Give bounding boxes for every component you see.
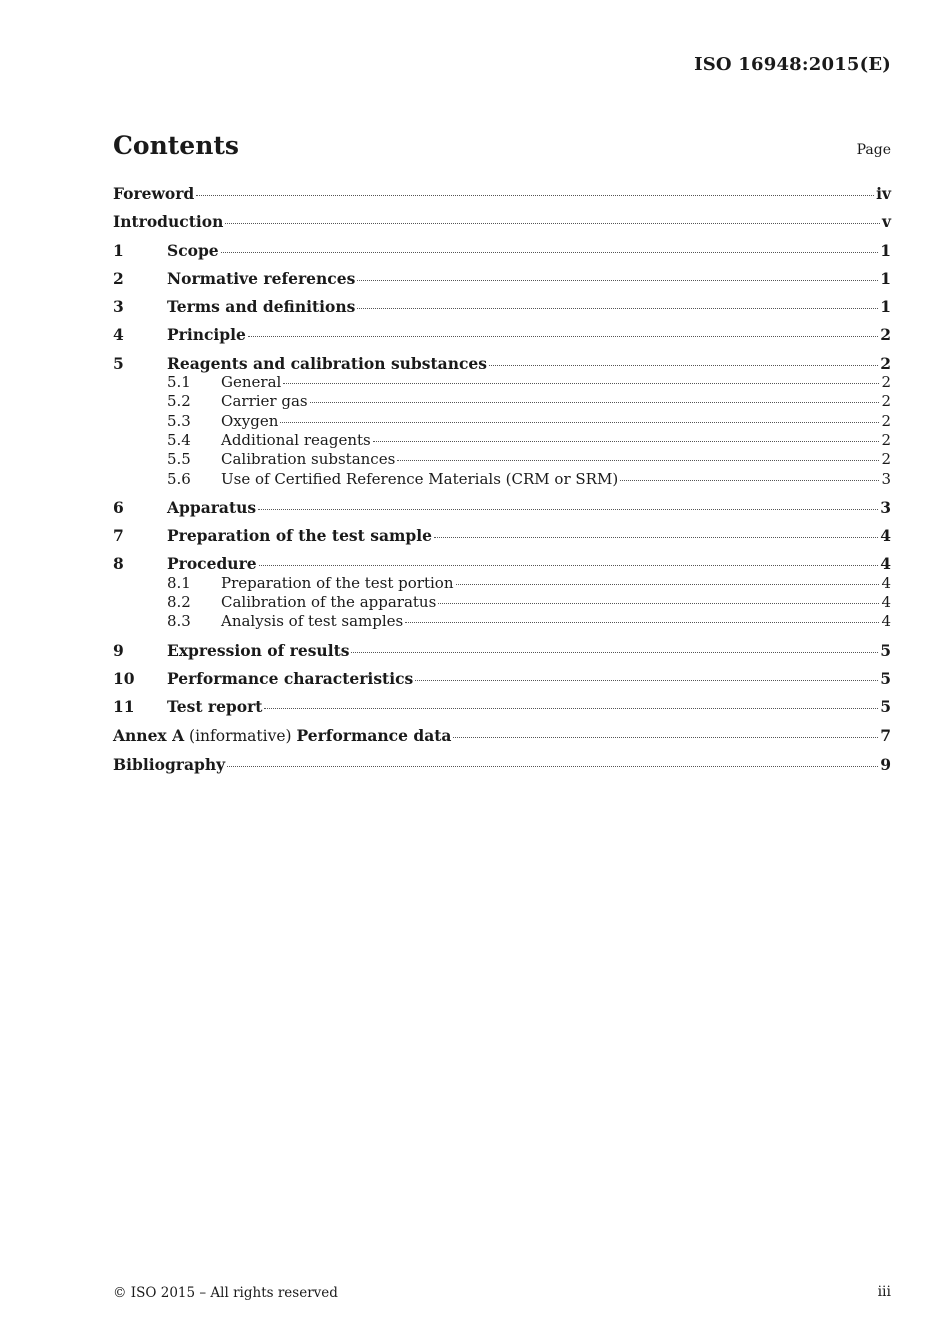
dot-leader	[280, 421, 879, 423]
toc-entry-number: 5.2	[167, 392, 191, 411]
toc-entry-page: 4	[881, 612, 891, 631]
toc-entry-number: 9	[113, 640, 124, 660]
toc-entry-number: 5.3	[167, 411, 191, 430]
toc-entry[interactable]	[113, 593, 891, 612]
toc-entry-page: 3	[881, 469, 891, 488]
toc-entry-number: 5	[113, 353, 124, 373]
dot-leader	[373, 440, 880, 442]
toc-entry[interactable]	[113, 697, 891, 716]
dot-leader	[259, 564, 879, 566]
toc-entry-page: 2	[880, 325, 891, 345]
toc-entry-title: Annex A (informative) Performance data	[113, 725, 452, 745]
toc-entry[interactable]	[113, 526, 891, 545]
toc-entry[interactable]	[113, 612, 891, 631]
toc-entry-title: Calibration of the apparatus	[221, 593, 437, 612]
toc-entry-page: 5	[880, 697, 891, 717]
toc-entry-title: Additional reagents	[221, 430, 371, 449]
table-of-contents	[113, 184, 891, 774]
toc-entry-page: 2	[881, 430, 891, 449]
toc-entry-title: Reagents and calibration substances	[167, 353, 487, 373]
toc-entry-page: 2	[881, 411, 891, 430]
toc-entry[interactable]	[113, 431, 891, 450]
dot-leader	[357, 307, 878, 309]
page-column-label: Page	[856, 142, 891, 158]
dot-leader	[351, 651, 878, 653]
toc-entry[interactable]	[113, 641, 891, 660]
toc-entry-title: Calibration substances	[221, 450, 396, 469]
toc-entry-page: 2	[881, 373, 891, 392]
toc-entry-page: 1	[880, 297, 891, 317]
toc-entry[interactable]	[113, 450, 891, 469]
toc-entry-title: Expression of results	[167, 640, 350, 660]
toc-entry-page: 9	[880, 754, 891, 774]
toc-entry-title: Principle	[167, 325, 246, 345]
document-id: ISO 16948:2015(E)	[694, 54, 891, 75]
toc-entry-page: 5	[880, 668, 891, 688]
toc-entry-number: 10	[113, 668, 135, 688]
toc-entry-page: 4	[880, 526, 891, 546]
toc-entry[interactable]	[113, 184, 891, 203]
toc-entry[interactable]	[113, 392, 891, 411]
toc-entry-page: v	[881, 212, 891, 232]
toc-entry-title: Terms and definitions	[167, 297, 356, 317]
dot-leader	[225, 222, 880, 224]
contents-heading: Contents	[113, 131, 240, 160]
toc-entry-page: 1	[880, 240, 891, 260]
toc-entry[interactable]	[113, 325, 891, 344]
dot-leader	[397, 459, 879, 461]
dot-leader	[456, 583, 880, 585]
toc-entry-number: 8.2	[167, 593, 191, 612]
toc-entry-number: 3	[113, 297, 124, 317]
toc-entry-page: 7	[880, 725, 891, 745]
toc-entry-page: 3	[880, 497, 891, 517]
toc-entry-title: Foreword	[113, 184, 195, 203]
toc-entry[interactable]	[113, 726, 891, 746]
dot-leader	[227, 765, 878, 767]
toc-entry-number: 1	[113, 240, 124, 260]
toc-entry-title: Scope	[167, 240, 219, 260]
dot-leader	[357, 279, 878, 281]
toc-entry-page: 2	[880, 353, 891, 373]
toc-entry-page: 4	[881, 573, 891, 592]
toc-entry[interactable]	[113, 212, 891, 231]
toc-entry-number: 8.1	[167, 573, 191, 592]
toc-entry-title: Analysis of test samples	[221, 612, 404, 631]
toc-entry[interactable]	[113, 554, 891, 573]
toc-entry-number: 5.1	[167, 373, 191, 392]
toc-entry-page: iv	[876, 184, 891, 203]
toc-entry[interactable]	[113, 354, 891, 373]
toc-entry-title: Bibliography	[113, 754, 226, 774]
toc-entry[interactable]	[113, 373, 891, 392]
toc-entry-title: Carrier gas	[221, 392, 308, 411]
toc-entry[interactable]	[113, 574, 891, 593]
dot-leader	[248, 335, 878, 337]
toc-entry-title: General	[221, 373, 282, 392]
dot-leader	[258, 508, 878, 510]
toc-entry-title: Introduction	[113, 212, 224, 232]
toc-entry-page: 4	[881, 593, 891, 612]
dot-leader	[438, 602, 879, 604]
toc-entry-number: 5.6	[167, 469, 191, 488]
toc-entry-page: 2	[881, 450, 891, 469]
dot-leader	[196, 194, 874, 196]
dot-leader	[264, 707, 878, 709]
toc-entry-number: 5.5	[167, 450, 191, 469]
toc-entry-number: 7	[113, 526, 124, 546]
toc-entry-title: Normative references	[167, 268, 356, 288]
toc-entry[interactable]	[113, 241, 891, 260]
toc-entry-number: 8.3	[167, 612, 191, 631]
toc-entry[interactable]	[113, 470, 891, 489]
dot-leader	[405, 621, 879, 623]
toc-entry-title: Performance characteristics	[167, 668, 414, 688]
toc-entry-number: 6	[113, 497, 124, 517]
dot-leader	[620, 479, 879, 481]
dot-leader	[283, 382, 879, 384]
toc-entry-title: Use of Certified Reference Materials (CRM or SRM)	[221, 469, 619, 488]
toc-entry[interactable]	[113, 669, 891, 688]
dot-leader	[434, 536, 878, 538]
toc-entry[interactable]	[113, 412, 891, 431]
dot-leader	[453, 736, 878, 738]
toc-entry[interactable]	[113, 269, 891, 288]
toc-entry-title: Procedure	[167, 554, 257, 574]
toc-entry-number: 8	[113, 554, 124, 574]
toc-entry-title: Apparatus	[167, 497, 257, 517]
toc-entry-page: 5	[880, 640, 891, 660]
toc-entry-number: 5.4	[167, 430, 191, 449]
toc-entry-number: 4	[113, 325, 124, 345]
toc-entry-page: 4	[880, 554, 891, 574]
toc-entry-page: 2	[881, 392, 891, 411]
toc-entry-number: 11	[113, 697, 135, 717]
dot-leader	[489, 364, 878, 366]
toc-entry[interactable]	[113, 755, 891, 774]
footer-page-number: iii	[877, 1284, 891, 1300]
toc-entry-title: Preparation of the test sample	[167, 526, 432, 546]
dot-leader	[415, 679, 878, 681]
dot-leader	[221, 251, 879, 253]
toc-entry-title: Preparation of the test portion	[221, 573, 454, 592]
dot-leader	[310, 401, 880, 403]
toc-entry-page: 1	[880, 268, 891, 288]
toc-entry[interactable]	[113, 297, 891, 316]
footer-copyright: © ISO 2015 – All rights reserved	[113, 1285, 338, 1301]
toc-entry-number: 2	[113, 268, 124, 288]
toc-entry-title: Test report	[167, 697, 263, 717]
toc-entry[interactable]	[113, 498, 891, 517]
toc-entry-title: Oxygen	[221, 411, 279, 430]
